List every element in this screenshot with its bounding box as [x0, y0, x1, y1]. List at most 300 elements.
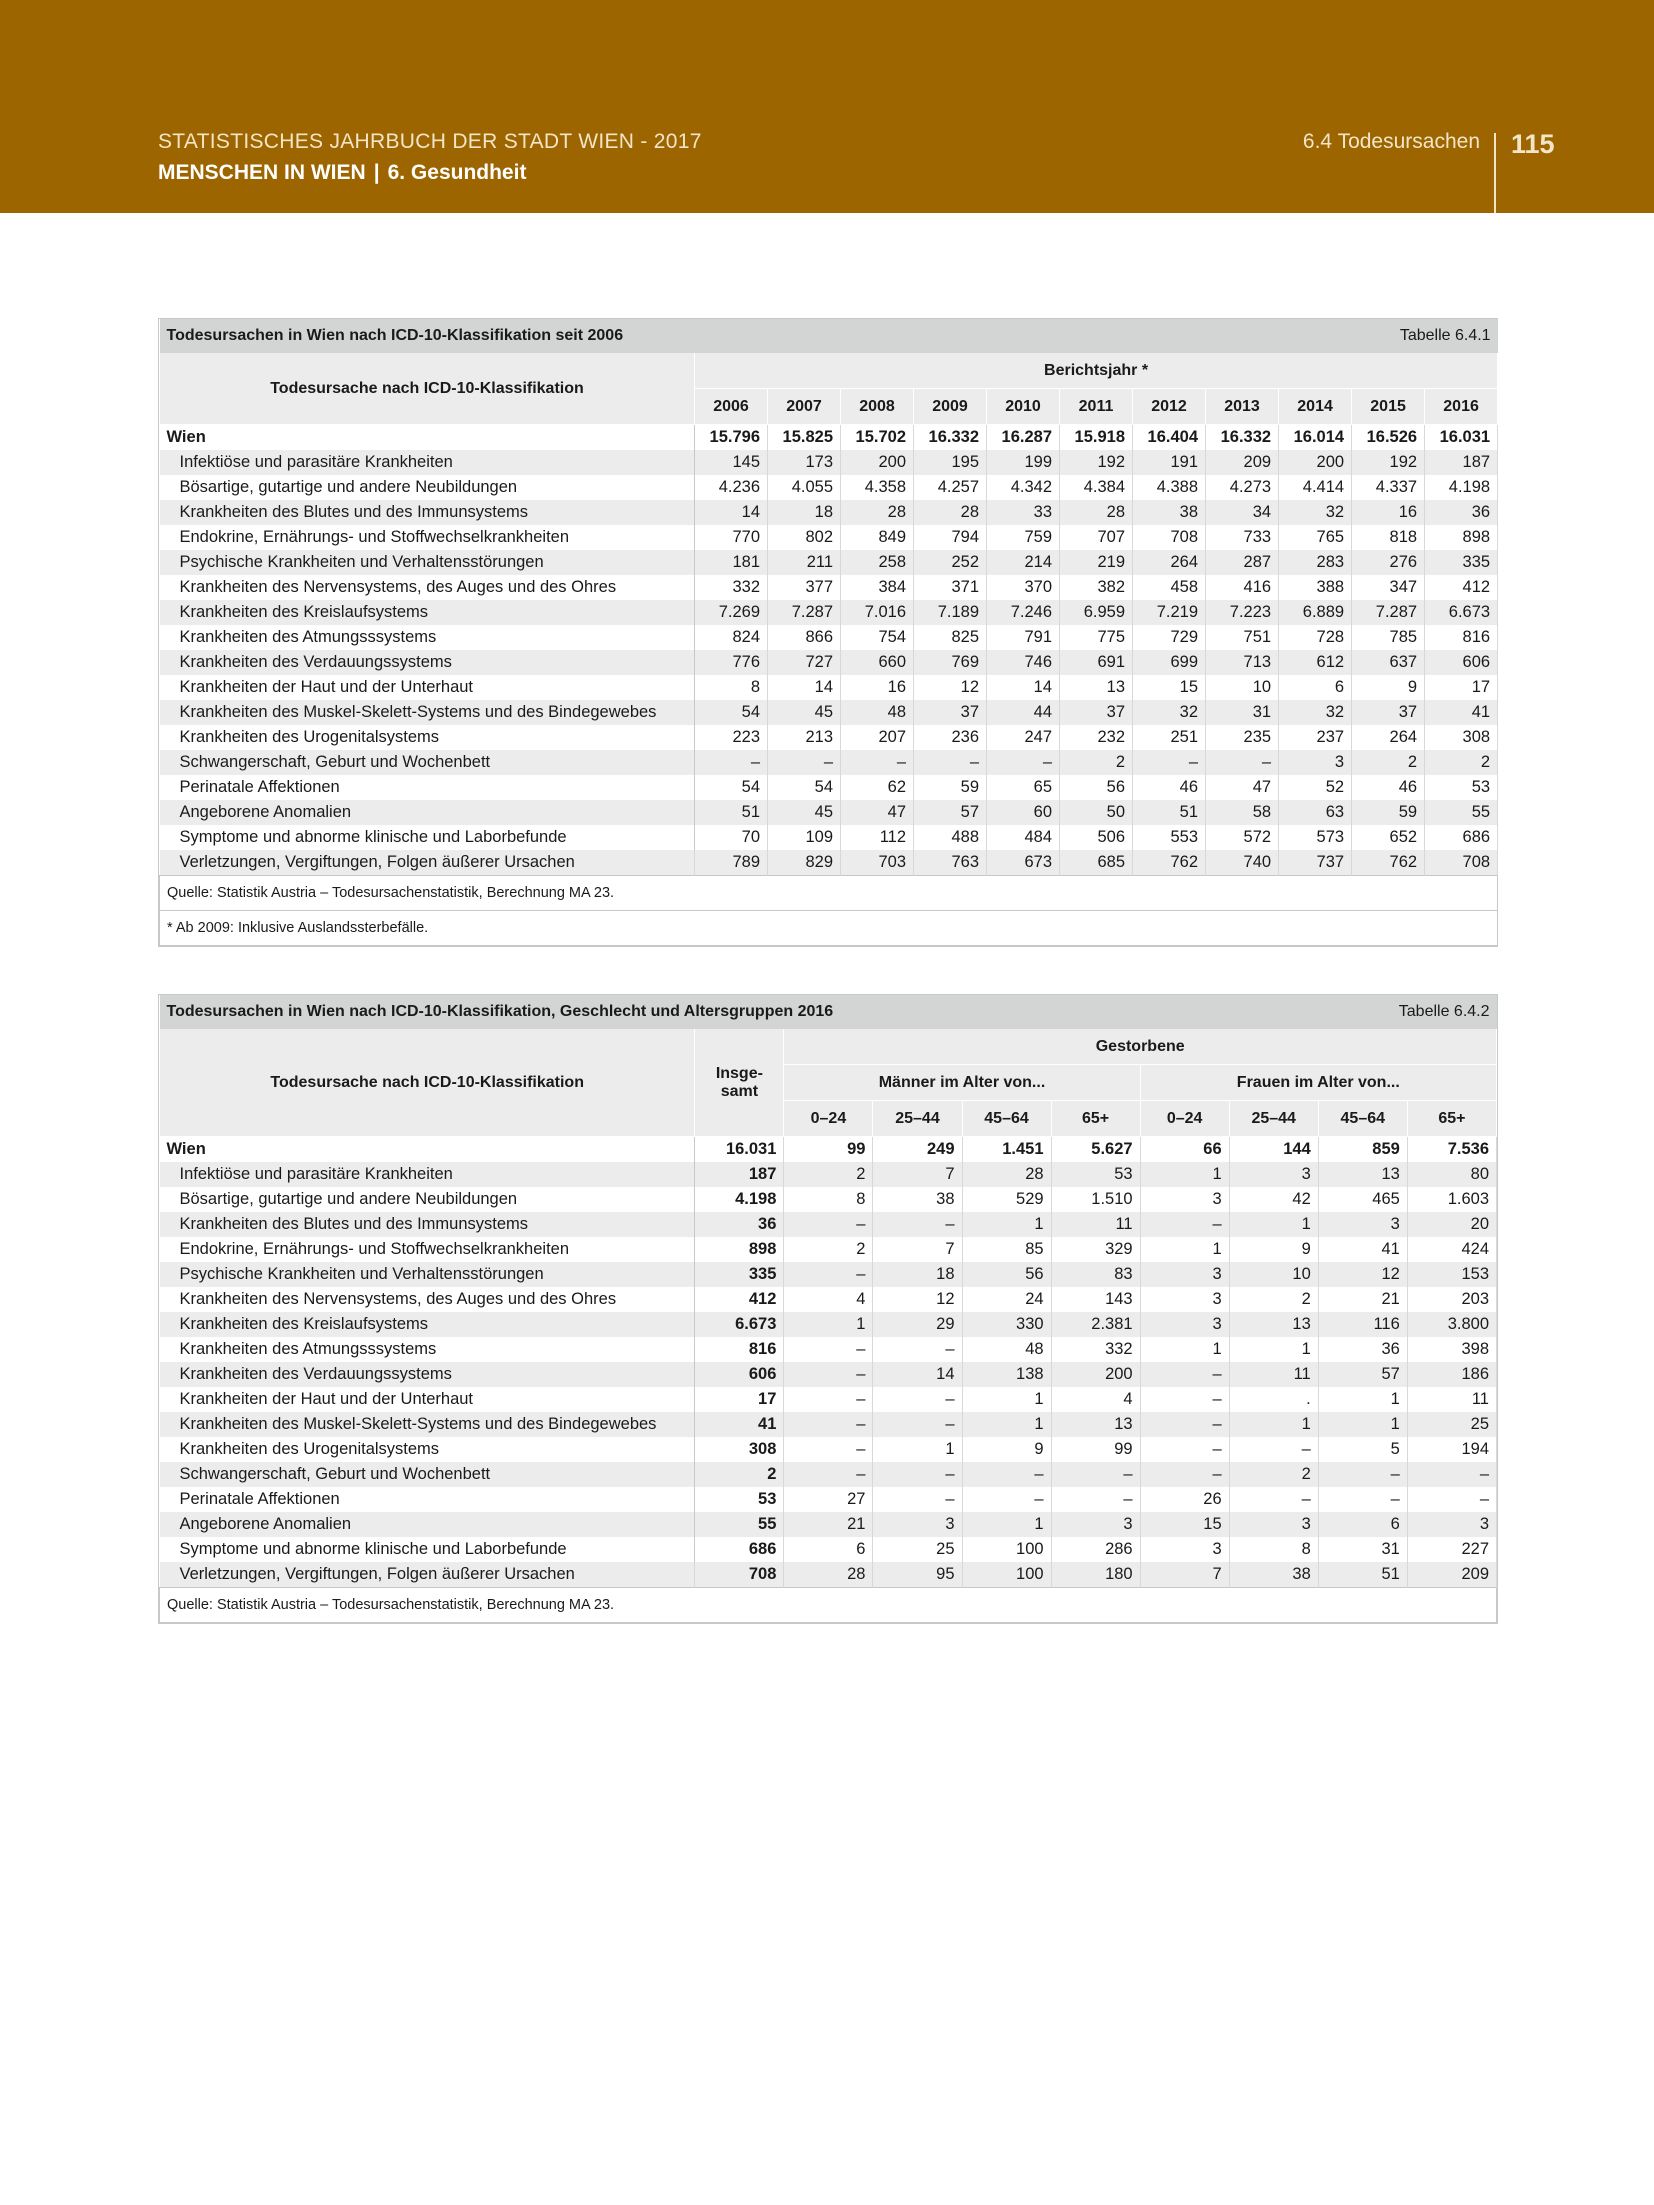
cell-value: 26 [1140, 1487, 1229, 1512]
cell-value: 1.603 [1407, 1187, 1496, 1212]
cell-value: 209 [1407, 1562, 1496, 1588]
cell-value: 14 [873, 1362, 962, 1387]
cell-value: 4.358 [841, 475, 914, 500]
cell-value: – [873, 1212, 962, 1237]
cell-value: 3 [1279, 750, 1352, 775]
cell-value: 7 [873, 1237, 962, 1262]
cell-value: 47 [841, 800, 914, 825]
cell-value: 53 [1425, 775, 1498, 800]
cell-value: 21 [1318, 1287, 1407, 1312]
age-group-header: 45–64 [1318, 1101, 1407, 1137]
cell-value: 34 [1206, 500, 1279, 525]
cell-value: 207 [841, 725, 914, 750]
cell-total: 187 [695, 1162, 784, 1187]
cell-value: 2 [1425, 750, 1498, 775]
row-label: Psychische Krankheiten und Verhaltensstörungen [160, 1262, 695, 1287]
cell-value: 529 [962, 1187, 1051, 1212]
cell-value: 54 [695, 700, 768, 725]
cell-value: 829 [768, 850, 841, 876]
cell-value: 66 [1140, 1137, 1229, 1163]
cell-value: 200 [841, 450, 914, 475]
table-title: Todesursachen in Wien nach ICD-10-Klassifikation seit 2006 [160, 319, 1279, 353]
cell-value: 214 [987, 550, 1060, 575]
page-number: 115 [1511, 129, 1555, 159]
cell-value: 42 [1229, 1187, 1318, 1212]
breadcrumb-separator: | [373, 161, 380, 184]
cell-value: 685 [1060, 850, 1133, 876]
column-header-cause: Todesursache nach ICD-10-Klassifikation [160, 1029, 695, 1137]
cell-value: 1 [962, 1512, 1051, 1537]
cell-value: 59 [1352, 800, 1425, 825]
cell-total: 708 [695, 1562, 784, 1588]
cell-value: – [873, 1337, 962, 1362]
cell-value: 849 [841, 525, 914, 550]
cell-value: 3.800 [1407, 1312, 1496, 1337]
cell-value: 2 [1060, 750, 1133, 775]
cell-value: 50 [1060, 800, 1133, 825]
cell-value: 691 [1060, 650, 1133, 675]
cell-total: 898 [695, 1237, 784, 1262]
cell-value: 727 [768, 650, 841, 675]
cell-value: – [784, 1387, 873, 1412]
cell-value: 7.016 [841, 600, 914, 625]
table-row [160, 725, 1498, 750]
cell-value: 458 [1133, 575, 1206, 600]
year-header: 2014 [1279, 389, 1352, 425]
cell-value: 4 [784, 1287, 873, 1312]
table-row [160, 700, 1498, 725]
column-group-deceased: Gestorbene [784, 1029, 1497, 1065]
cell-value: 3 [1229, 1512, 1318, 1537]
cell-value: 4.414 [1279, 475, 1352, 500]
cell-value: 1.510 [1051, 1187, 1140, 1212]
cell-value: 769 [914, 650, 987, 675]
cell-value: 3 [1318, 1212, 1407, 1237]
cell-value: 192 [1060, 450, 1133, 475]
cell-value: 31 [1206, 700, 1279, 725]
cell-value: 398 [1407, 1337, 1496, 1362]
cell-value: 13 [1051, 1412, 1140, 1437]
cell-value: 708 [1133, 525, 1206, 550]
cell-value: 7.269 [695, 600, 768, 625]
cell-value: 775 [1060, 625, 1133, 650]
table-row [160, 625, 1498, 650]
cell-value: – [784, 1262, 873, 1287]
cell-value: – [784, 1437, 873, 1462]
cell-value: 506 [1060, 825, 1133, 850]
cell-value: 6 [784, 1537, 873, 1562]
age-group-header: 0–24 [784, 1101, 873, 1137]
cell-value: – [1318, 1462, 1407, 1487]
table-row [160, 550, 1498, 575]
page-header [0, 0, 1654, 213]
cell-value: 287 [1206, 550, 1279, 575]
row-label: Krankheiten des Atmungsssystems [160, 1337, 695, 1362]
cell-value: 186 [1407, 1362, 1496, 1387]
year-header: 2013 [1206, 389, 1279, 425]
table-row [160, 575, 1498, 600]
cell-value: 199 [987, 450, 1060, 475]
table-row [160, 1487, 1497, 1512]
cell-value: – [1318, 1487, 1407, 1512]
cell-value: 4.055 [768, 475, 841, 500]
cell-value: 38 [1229, 1562, 1318, 1588]
cell-value: 249 [873, 1137, 962, 1163]
cell-value: 9 [1229, 1237, 1318, 1262]
table-row [160, 1337, 1497, 1362]
cell-value: 37 [1060, 700, 1133, 725]
table-row [160, 1462, 1497, 1487]
cell-value: 11 [1407, 1387, 1496, 1412]
cell-value: – [1140, 1212, 1229, 1237]
cell-total: 816 [695, 1337, 784, 1362]
cell-value: 729 [1133, 625, 1206, 650]
row-label: Wien [160, 425, 695, 451]
table-row [160, 775, 1498, 800]
cell-value: 3 [1140, 1312, 1229, 1337]
cell-value: 3 [1407, 1512, 1496, 1537]
cell-value: 51 [1318, 1562, 1407, 1588]
cell-value: 21 [784, 1512, 873, 1537]
cell-value: 213 [768, 725, 841, 750]
cell-value: 60 [987, 800, 1060, 825]
cell-value: 866 [768, 625, 841, 650]
row-label: Krankheiten der Haut und der Unterhaut [160, 1387, 695, 1412]
table-row [160, 500, 1498, 525]
cell-value: 46 [1133, 775, 1206, 800]
breadcrumb-part: MENSCHEN IN WIEN [158, 161, 366, 184]
cell-value: – [1140, 1462, 1229, 1487]
cell-value: 10 [1206, 675, 1279, 700]
cell-value: 16.526 [1352, 425, 1425, 451]
cell-value: 1 [1229, 1212, 1318, 1237]
row-label: Perinatale Affektionen [160, 775, 695, 800]
cell-value: 673 [987, 850, 1060, 876]
row-label: Symptome und abnorme klinische und Laborbefunde [160, 1537, 695, 1562]
row-label: Krankheiten des Kreislaufsystems [160, 1312, 695, 1337]
cell-value: 145 [695, 450, 768, 475]
cell-value: 18 [768, 500, 841, 525]
cell-value: 737 [1279, 850, 1352, 876]
cell-value: – [1229, 1487, 1318, 1512]
cell-value: 15 [1140, 1512, 1229, 1537]
cell-value: 572 [1206, 825, 1279, 850]
cell-value: 100 [962, 1562, 1051, 1588]
cell-value: 286 [1051, 1537, 1140, 1562]
table-row [160, 1287, 1497, 1312]
cell-value: 652 [1352, 825, 1425, 850]
row-label: Perinatale Affektionen [160, 1487, 695, 1512]
cell-value: 11 [1229, 1362, 1318, 1387]
section-title: 6.4 Todesursachen [1302, 130, 1480, 153]
cell-value: – [784, 1412, 873, 1437]
cell-total: 53 [695, 1487, 784, 1512]
cell-total: 17 [695, 1387, 784, 1412]
total-label-line1: Insge- [715, 1064, 763, 1082]
row-label: Krankheiten des Kreislaufsystems [160, 600, 695, 625]
row-label: Schwangerschaft, Geburt und Wochenbett [160, 750, 695, 775]
cell-value: 7.536 [1407, 1137, 1496, 1163]
cell-value: 332 [695, 575, 768, 600]
row-label: Krankheiten des Verdauungssystems [160, 1362, 695, 1387]
cell-value: 57 [1318, 1362, 1407, 1387]
cell-value: 1 [1318, 1387, 1407, 1412]
table-number: Tabelle 6.4.1 [1279, 319, 1498, 353]
cell-value: 2 [1229, 1462, 1318, 1487]
cell-value: – [1140, 1437, 1229, 1462]
cell-value: 824 [695, 625, 768, 650]
cell-value: 4.257 [914, 475, 987, 500]
cell-value: 8 [784, 1187, 873, 1212]
cell-value: 52 [1279, 775, 1352, 800]
cell-value: 754 [841, 625, 914, 650]
year-header: 2012 [1133, 389, 1206, 425]
cell-value: 776 [695, 650, 768, 675]
table-row [160, 1412, 1497, 1437]
cell-value: 370 [987, 575, 1060, 600]
age-group-header: 45–64 [962, 1101, 1051, 1137]
cell-value: 382 [1060, 575, 1133, 600]
cell-value: – [873, 1387, 962, 1412]
cell-value: 58 [1206, 800, 1279, 825]
cell-value: 7.287 [768, 600, 841, 625]
table-6-4-2 [158, 994, 1498, 1624]
cell-value: 25 [1407, 1412, 1496, 1437]
cell-value: 2 [1229, 1287, 1318, 1312]
cell-value: 28 [914, 500, 987, 525]
cell-value: 762 [1352, 850, 1425, 876]
table-number: Tabelle 6.4.2 [1318, 995, 1496, 1029]
cell-value: 7.287 [1352, 600, 1425, 625]
cell-value: 83 [1051, 1262, 1140, 1287]
cell-value: 789 [695, 850, 768, 876]
cell-value: 412 [1425, 575, 1498, 600]
cell-value: 28 [1060, 500, 1133, 525]
cell-value: 200 [1279, 450, 1352, 475]
year-header: 2015 [1352, 389, 1425, 425]
cell-value: 36 [1318, 1337, 1407, 1362]
cell-total: 606 [695, 1362, 784, 1387]
cell-value: 4.384 [1060, 475, 1133, 500]
table-row [160, 425, 1498, 451]
cell-value: 95 [873, 1562, 962, 1588]
cell-value: 236 [914, 725, 987, 750]
cell-value: 99 [1051, 1437, 1140, 1462]
cell-value: 746 [987, 650, 1060, 675]
cell-value: 54 [768, 775, 841, 800]
cell-value: 553 [1133, 825, 1206, 850]
table-row [160, 1387, 1497, 1412]
cell-value: 2 [784, 1237, 873, 1262]
cell-value: 1 [784, 1312, 873, 1337]
cell-value: 759 [987, 525, 1060, 550]
cell-value: 28 [841, 500, 914, 525]
cell-value: 16.287 [987, 425, 1060, 451]
cell-value: 13 [1318, 1162, 1407, 1187]
cell-value: . [1229, 1387, 1318, 1412]
table-row [160, 1562, 1497, 1588]
yearbook-title: STATISTISCHES JAHRBUCH DER STADT WIEN - 2017 [158, 130, 702, 153]
cell-value: – [1140, 1387, 1229, 1412]
age-group-header: 65+ [1407, 1101, 1496, 1137]
cell-value: 606 [1425, 650, 1498, 675]
cell-value: 1 [1318, 1412, 1407, 1437]
cell-value: 3 [1140, 1287, 1229, 1312]
cell-value: 7.189 [914, 600, 987, 625]
cell-value: 765 [1279, 525, 1352, 550]
table-row [160, 1162, 1497, 1187]
cell-value: 1 [962, 1387, 1051, 1412]
cell-value: 247 [987, 725, 1060, 750]
cell-value: 264 [1352, 725, 1425, 750]
cell-value: 16.014 [1279, 425, 1352, 451]
cell-value: – [1051, 1487, 1140, 1512]
column-group-women: Frauen im Alter von... [1140, 1065, 1496, 1101]
cell-value: 112 [841, 825, 914, 850]
row-label: Krankheiten des Urogenitalsystems [160, 725, 695, 750]
cell-value: 4.342 [987, 475, 1060, 500]
cell-value: 825 [914, 625, 987, 650]
cell-value: 16.332 [914, 425, 987, 451]
row-label: Krankheiten des Urogenitalsystems [160, 1437, 695, 1462]
cell-value: 144 [1229, 1137, 1318, 1163]
cell-value: 1 [1229, 1337, 1318, 1362]
row-label: Schwangerschaft, Geburt und Wochenbett [160, 1462, 695, 1487]
cell-value: 191 [1133, 450, 1206, 475]
table-row [160, 800, 1498, 825]
cell-value: – [962, 1462, 1051, 1487]
cell-total: 308 [695, 1437, 784, 1462]
cell-value: 4.273 [1206, 475, 1279, 500]
cell-value: 194 [1407, 1437, 1496, 1462]
cell-value: 4.337 [1352, 475, 1425, 500]
cell-value: 6.959 [1060, 600, 1133, 625]
row-label: Krankheiten des Blutes und des Immunsystems [160, 1212, 695, 1237]
cell-value: 62 [841, 775, 914, 800]
cell-value: 85 [962, 1237, 1051, 1262]
cell-value: 699 [1133, 650, 1206, 675]
cell-total: 6.673 [695, 1312, 784, 1337]
cell-value: 1 [962, 1412, 1051, 1437]
age-group-header: 25–44 [873, 1101, 962, 1137]
cell-value: 27 [784, 1487, 873, 1512]
cell-value: 384 [841, 575, 914, 600]
cell-value: 12 [914, 675, 987, 700]
cell-value: – [768, 750, 841, 775]
cell-value: 13 [1229, 1312, 1318, 1337]
cell-value: 713 [1206, 650, 1279, 675]
cell-value: 28 [784, 1562, 873, 1588]
cell-value: 45 [768, 700, 841, 725]
cell-total: 16.031 [695, 1137, 784, 1163]
cell-value: 47 [1206, 775, 1279, 800]
table-footnote: * Ab 2009: Inklusive Auslandssterbefälle. [160, 911, 1498, 946]
table-row [160, 1187, 1497, 1212]
cell-value: 57 [914, 800, 987, 825]
table-row [160, 1137, 1497, 1163]
row-label: Krankheiten des Muskel-Skelett-Systems und des Bindegewebes [160, 1412, 695, 1437]
cell-value: – [1140, 1362, 1229, 1387]
cell-value: 4.388 [1133, 475, 1206, 500]
cell-value: 6 [1318, 1512, 1407, 1537]
cell-value: 44 [987, 700, 1060, 725]
table-row [160, 1237, 1497, 1262]
cell-value: 70 [695, 825, 768, 850]
cell-value: 55 [1425, 800, 1498, 825]
cell-value: 762 [1133, 850, 1206, 876]
column-group-reporting-year: Berichtsjahr * [695, 353, 1498, 389]
cell-value: 1 [1140, 1162, 1229, 1187]
table-row [160, 450, 1498, 475]
cell-value: 37 [914, 700, 987, 725]
breadcrumb-chapter: 6. Gesundheit [387, 161, 527, 184]
cell-total: 55 [695, 1512, 784, 1537]
cell-value: 223 [695, 725, 768, 750]
cell-value: 7.219 [1133, 600, 1206, 625]
row-label: Symptome und abnorme klinische und Laborbefunde [160, 825, 695, 850]
cell-value: 3 [1140, 1537, 1229, 1562]
cell-value: 1 [1229, 1412, 1318, 1437]
cell-value: 48 [962, 1337, 1051, 1362]
cell-value: 3 [1051, 1512, 1140, 1537]
cell-value: 728 [1279, 625, 1352, 650]
cell-value: 227 [1407, 1537, 1496, 1562]
column-header-total [695, 1029, 784, 1137]
cell-value: 4.198 [1425, 475, 1498, 500]
cell-value: 686 [1425, 825, 1498, 850]
table-row [160, 1362, 1497, 1387]
cell-value: 16.332 [1206, 425, 1279, 451]
cell-value: 16.031 [1425, 425, 1498, 451]
cell-value: 153 [1407, 1262, 1496, 1287]
table-row [160, 525, 1498, 550]
cell-value: 12 [873, 1287, 962, 1312]
table-row [160, 475, 1498, 500]
age-group-header: 65+ [1051, 1101, 1140, 1137]
table-row [160, 1312, 1497, 1337]
table-row [160, 850, 1498, 876]
table-row [160, 750, 1498, 775]
cell-value: 116 [1318, 1312, 1407, 1337]
cell-value: 859 [1318, 1137, 1407, 1163]
cell-value: 37 [1352, 700, 1425, 725]
cell-value: 14 [987, 675, 1060, 700]
cell-value: 15.702 [841, 425, 914, 451]
cell-value: 63 [1279, 800, 1352, 825]
year-header: 2009 [914, 389, 987, 425]
cell-value: 15.918 [1060, 425, 1133, 451]
cell-value: 18 [873, 1262, 962, 1287]
cell-value: 388 [1279, 575, 1352, 600]
cell-value: 4 [1051, 1387, 1140, 1412]
cell-value: 2 [1352, 750, 1425, 775]
cell-value: 9 [962, 1437, 1051, 1462]
column-group-men: Männer im Alter von... [784, 1065, 1140, 1101]
cell-value: 51 [1133, 800, 1206, 825]
cell-value: 33 [987, 500, 1060, 525]
cell-value: 11 [1051, 1212, 1140, 1237]
cell-value: 898 [1425, 525, 1498, 550]
cell-total: 36 [695, 1212, 784, 1237]
cell-value: 330 [962, 1312, 1051, 1337]
cell-value: – [784, 1462, 873, 1487]
cell-value: 56 [1060, 775, 1133, 800]
cell-value: 703 [841, 850, 914, 876]
row-label: Krankheiten des Nervensystems, des Auges und des Ohres [160, 1287, 695, 1312]
cell-value: – [784, 1362, 873, 1387]
cell-value: – [873, 1487, 962, 1512]
cell-value: 15 [1133, 675, 1206, 700]
